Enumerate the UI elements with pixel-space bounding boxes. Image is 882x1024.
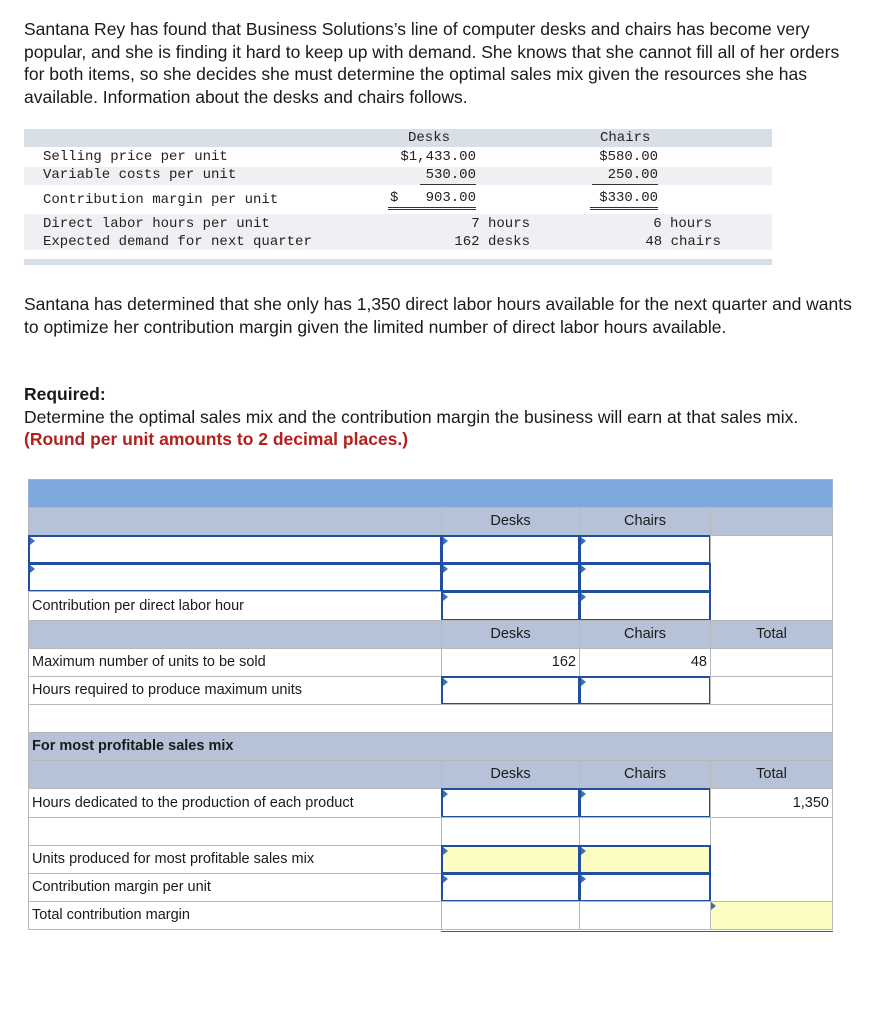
units-produced-desks-input[interactable] [441, 845, 580, 874]
required-text: Determine the optimal sales mix and the contribution margin the business will earn at that sales mix. [24, 406, 799, 427]
hours-dedicated-chairs-input[interactable] [579, 788, 711, 818]
info-chairs-demand: 48 chairs [645, 234, 721, 250]
r2-header-total: Total [710, 620, 833, 649]
intro-paragraph: Santana Rey has found that Business Solutions’s line of computer desks and chairs has become very popular, and she is finding it hard to keep up with demand. She knows that she cannot fill all of her orders for both items, so she decides she must determine the optimal sales mix given the resources she has available. Information about the desks and chairs follows. [24, 19, 840, 107]
info-chairs-dlh: 6 hours [653, 216, 712, 232]
row2-chairs-input[interactable] [579, 563, 711, 592]
info-desks-cm: 903.00 [425, 190, 476, 206]
hours-dedicated-label: Hours dedicated to the production of each product [28, 788, 442, 818]
info-col-chairs: Chairs [600, 130, 651, 146]
cm-per-unit-chairs-input[interactable] [579, 873, 711, 902]
r2-header-desks: Desks [441, 620, 580, 649]
constraint-paragraph: Santana has determined that she only has 1,350 direct labor hours available for the next quarter and wants to optimize her contribution margin given the limited number of direct labor hours available. [24, 294, 852, 337]
total-cm-double-rule [441, 928, 833, 932]
info-bottom-band [24, 259, 772, 265]
max-units-label: Maximum number of units to be sold [28, 648, 442, 677]
r3-header-chairs: Chairs [579, 760, 711, 789]
blank-row-2-chairs [579, 817, 711, 846]
r1-header-desks: Desks [441, 507, 580, 536]
info-chairs-cm: $330.00 [599, 190, 658, 206]
r1-header-total [710, 507, 833, 536]
hours-dedicated-desks-input[interactable] [441, 788, 580, 818]
row2-label-input[interactable] [28, 563, 442, 592]
contribution-per-hour-desks-input[interactable] [441, 591, 580, 621]
info-desks-cm-sign: $ [390, 190, 399, 206]
total-cm-total-input[interactable] [710, 901, 833, 930]
blank-row-2 [28, 817, 442, 846]
contribution-per-hour-chairs-input[interactable] [579, 591, 711, 621]
blank-row-2-desks [441, 817, 580, 846]
info-label-demand: Expected demand for next quarter [43, 234, 312, 250]
units-produced-label: Units produced for most profitable sales mix [28, 845, 442, 874]
info-desks-variable: 530.00 [425, 167, 476, 183]
section-title-sales-mix: For most profitable sales mix [28, 732, 833, 761]
contribution-per-hour-label: Contribution per direct labor hour [28, 591, 442, 621]
row1-desks-input[interactable] [441, 535, 580, 564]
total-cm-label: Total contribution margin [28, 901, 442, 930]
hours-required-total [710, 676, 833, 705]
total-cm-desks [441, 901, 580, 930]
info-desks-demand: 162 desks [454, 234, 530, 250]
grid-top-bar [28, 479, 833, 508]
row2-desks-input[interactable] [441, 563, 580, 592]
info-underline-desks [420, 184, 476, 185]
info-label-selling: Selling price per unit [43, 149, 228, 165]
hours-required-label: Hours required to produce maximum units [28, 676, 442, 705]
r3-header-total: Total [710, 760, 833, 789]
info-chairs-variable: 250.00 [607, 167, 658, 183]
row1-label-input[interactable] [28, 535, 442, 564]
info-chairs-selling: $580.00 [599, 149, 658, 165]
info-label-dlh: Direct labor hours per unit [43, 216, 270, 232]
r1-header-chairs: Chairs [579, 507, 711, 536]
r3-label-header [28, 760, 442, 789]
max-units-chairs: 48 [579, 648, 711, 677]
r2-header-chairs: Chairs [579, 620, 711, 649]
required-block [24, 383, 854, 451]
required-title: Required: [24, 384, 106, 404]
info-double-underline-desks [388, 207, 476, 210]
max-units-total [710, 648, 833, 677]
info-desks-selling: $1,433.00 [400, 149, 476, 165]
total-blank-block-2 [710, 817, 833, 903]
cm-per-unit-desks-input[interactable] [441, 873, 580, 902]
row1-chairs-input[interactable] [579, 535, 711, 564]
hours-required-chairs-input[interactable] [579, 676, 711, 705]
r1-label-header [28, 507, 442, 536]
units-produced-chairs-input[interactable] [579, 845, 711, 874]
max-units-desks: 162 [441, 648, 580, 677]
required-note: (Round per unit amounts to 2 decimal places.) [24, 429, 409, 449]
cm-per-unit-label: Contribution margin per unit [28, 873, 442, 902]
total-cm-chairs [579, 901, 711, 930]
blank-row-1 [28, 704, 833, 733]
total-blank-block [710, 535, 833, 621]
info-desks-dlh: 7 hours [471, 216, 530, 232]
r3-header-desks: Desks [441, 760, 580, 789]
info-header-band [24, 129, 772, 147]
info-double-underline-chairs [590, 207, 658, 210]
info-underline-chairs [592, 184, 658, 185]
r2-label-header [28, 620, 442, 649]
hours-dedicated-total: 1,350 [710, 788, 833, 818]
info-label-cm: Contribution margin per unit [43, 192, 279, 208]
hours-required-desks-input[interactable] [441, 676, 580, 705]
info-label-variable: Variable costs per unit [43, 167, 237, 183]
info-col-desks: Desks [408, 130, 451, 146]
